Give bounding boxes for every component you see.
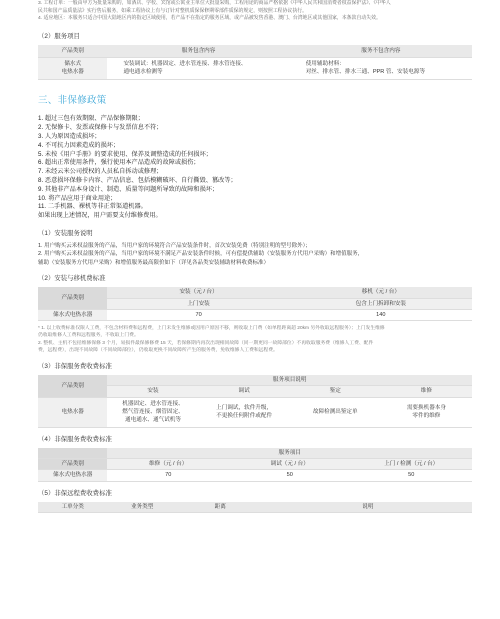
- table-header: 服务项目: [107, 448, 472, 459]
- nonwarranty-service-table: [38, 375, 472, 428]
- clause: 11. 二手机器、裸机等非正常渠道机器。: [38, 203, 147, 211]
- clause: 10. 将产品应用于商业用途；: [38, 194, 117, 202]
- section-title: 三、非保修政策: [38, 94, 107, 106]
- table-header: 产品类别: [38, 45, 107, 57]
- table-header: 产品类别: [38, 287, 107, 309]
- table-header: 服务包含内容: [107, 45, 289, 57]
- remote-fee-heading: （5）非保远程费收费标准: [38, 489, 112, 497]
- table-subheader: 包含上门拆卸和安装: [290, 298, 472, 309]
- table-header: 业务类型: [107, 502, 176, 513]
- remote-fee-table: [38, 502, 472, 514]
- table-cell: 电热水器: [38, 397, 107, 427]
- table-cell: 储水式 电热水器: [38, 57, 107, 79]
- table-header: [38, 448, 107, 459]
- table-cell: 需要换机器本身 零件的维修: [381, 397, 472, 427]
- table-cell: 使用辅助材料： 对丝、排水管、排水三通、PPR 管、安装电源等: [290, 57, 472, 79]
- table-cell: 70: [107, 470, 229, 481]
- service-items-table: [38, 45, 472, 80]
- table-header: 说明: [264, 502, 472, 513]
- table-subheader: 鉴定: [290, 386, 381, 397]
- table-subheader: 安装: [107, 386, 198, 397]
- clause: 7. 未经云米公司授权的人员私自拆动或修理；: [38, 168, 163, 176]
- top-note: 3. 工程订单：一般由甲方为批量采购的，如酒店、学校、宾馆或公寓业主单位大批量采购，工程用途的商品严格依据《中华人民共和国消费者权益保护法》、《中华人: [38, 1, 391, 6]
- table-header: 产品类别: [38, 375, 107, 397]
- table-cell: 上门调试，软件升级， 不更换任何附件或配件: [199, 397, 290, 427]
- clause: 8. 恶意损坏保修卡内容、产品信息、包括模糊破坏、自行撕毁、篡改等；: [38, 176, 237, 184]
- footnote: * 1. 以上收费标准仅限人工费，不包含材料费和远程费，上门未发生维修或因用户原因不移，则收取上门费（如单程距离超 20km 另外收取远程服务）；上门发生维修: [38, 325, 385, 331]
- clause: 2. 无保修卡、发票或保修卡与发票信息不符；: [38, 124, 163, 132]
- install-note: 1. 用户购买云米权益服务的产品，当用户家的环境符合产品安装条件时，首次安装免费（特别注明的型号除外）；: [38, 243, 311, 250]
- top-notes: [38, 0, 472, 23]
- table-header: 移机（元 / 台）: [290, 287, 472, 298]
- footnote: 仍收取维修人工费和远程服务，不收取上门费。: [38, 333, 139, 339]
- fee-footnotes: [38, 325, 472, 355]
- table-header: 产品类别: [38, 459, 107, 470]
- table-cell: 50: [350, 470, 472, 481]
- clause: 如果出现上述情况，用户需要支付维修费用。: [38, 212, 162, 220]
- clause: 5. 未按《用户手册》的要求使用、保养及调整造成的任何损坏；: [38, 150, 212, 158]
- table-cell: 140: [290, 309, 472, 320]
- nonwarranty-fee-heading: （4）非保服务费收费标准: [38, 435, 112, 443]
- footnote: 费，远程费），出现不同故障（不同故障部位），仍收取更换不同故障所产生的服务费，免收维修人工费和远程费。: [38, 348, 278, 354]
- table-cell: 安装调试：机器固定、进水管连接、排水管连接、 通电通水检测等: [107, 57, 289, 79]
- clause: 3. 人为原因造成损坏；: [38, 132, 101, 140]
- clause: 9. 其他非产品本身设计、制造、质量等问题所导致的故障和损坏；: [38, 185, 219, 193]
- table-subheader: 维修（元 / 台）: [107, 459, 229, 470]
- footnote: 2. 整机、主机不包括维修保修 3 个月，易损件最保修修费 15 天，若保修期内再次出现相同故障（同一期更同一故障部位）不再收取服务费（维修人工费、配件: [38, 340, 374, 346]
- clause: 1. 超过三包有效期限、产品保修期限；: [38, 115, 144, 123]
- nonwarranty-service-heading: （3）非保服务费收费标准: [38, 362, 112, 370]
- install-note: 辅助（安装服务方代用户采购）和增值服务最高限价如下（详见各品类安装辅助材料收费标准）: [38, 259, 270, 266]
- clause: 6. 超出正常使用条件，强行使用本产品造成的故障或损伤；: [38, 159, 200, 167]
- table-header: 安装（元 / 台）: [107, 287, 289, 298]
- table-subheader: 上门 / 检测（元 / 台）: [350, 459, 472, 470]
- install-note: 2. 用户购买云米权益服务的产品，当用户家的环境不满足产品安装条件时候，可有偿提供辅助（安装服务方代用户采购）和增值服务，: [38, 251, 364, 258]
- table-cell: 机器固定、进水管连接、 燃气管连接、烟管固定、 通电通水、通气试机等: [107, 397, 198, 427]
- table-cell: 储水式电热水器: [38, 470, 107, 481]
- install-notes: [38, 242, 472, 267]
- clause: 4. 不可抗力因素造成的损坏；: [38, 141, 120, 149]
- top-note: 4. 适应地区：本服务只适合中国大陆地区内的指定区域使用，若产品不在指定的服务区域，或产品被发售香港、澳门、台湾地区或其他国家，本条款自动失效。: [38, 16, 381, 22]
- table-subheader: 调试（元 / 台）: [229, 459, 351, 470]
- install-notes-heading: （1）安装服务说明: [38, 229, 93, 237]
- table-cell: 70: [107, 309, 289, 320]
- install-fee-table: [38, 287, 472, 321]
- table-header: 工单分类: [38, 502, 107, 513]
- table-header: 服务项目说明: [107, 375, 472, 386]
- table-header: 服务不包含内容: [290, 45, 472, 57]
- top-note: 民共和国产品质量法》实行售后服务，如乘工程协议上有与订针对整机质保保修期零部件质保的规定，则按照工程协议执行。: [38, 8, 307, 14]
- table-subheader: 调试: [199, 386, 290, 397]
- table-cell: 故障检测出鉴定单: [290, 397, 381, 427]
- table-subheader: 维修: [381, 386, 472, 397]
- table-header: 距离: [177, 502, 264, 513]
- service-items-heading: （2）服务项目: [38, 32, 80, 40]
- table-subheader: 上门安装: [107, 298, 289, 309]
- nonwarranty-fee-table: [38, 448, 472, 482]
- nonwarranty-clauses: [38, 115, 472, 221]
- install-fee-heading: （2）安装与移机费标准: [38, 274, 106, 282]
- table-cell: 储水式电热水器: [38, 309, 107, 320]
- table-cell: 50: [229, 470, 351, 481]
